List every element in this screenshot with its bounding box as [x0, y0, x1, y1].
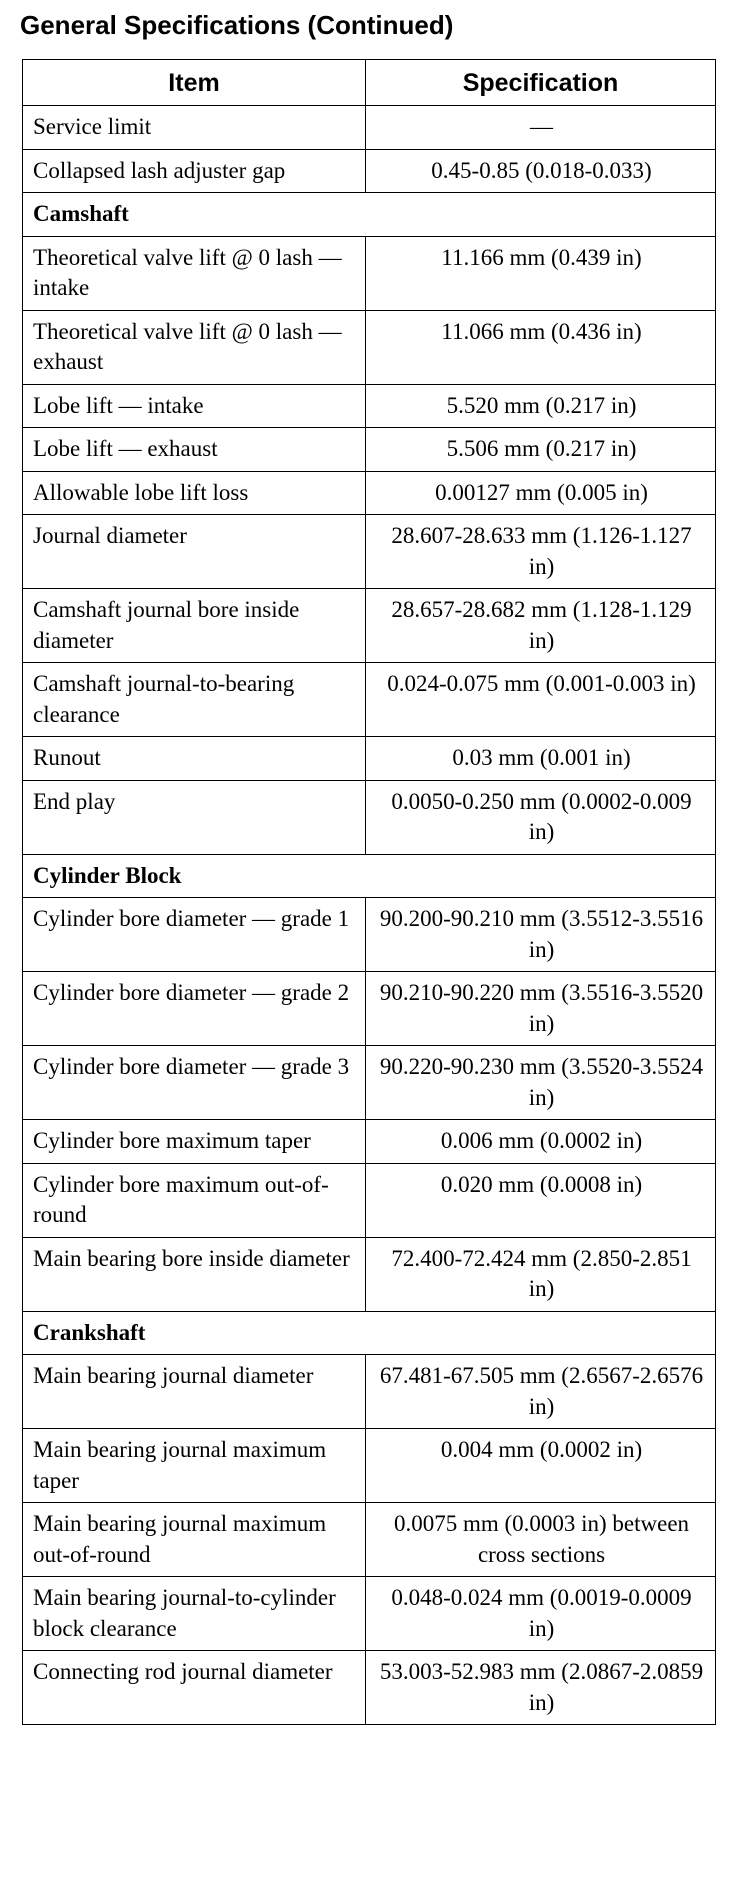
specification-cell: 90.210-90.220 mm (3.5516-3.5520 in) — [366, 972, 716, 1046]
section-row — [23, 193, 716, 237]
table-row — [23, 1503, 716, 1577]
table-body — [23, 106, 716, 1725]
column-header-specification: Specification — [366, 60, 716, 106]
item-cell: Cylinder bore maximum out-of-round — [23, 1163, 366, 1237]
section-row — [23, 854, 716, 898]
table-row — [23, 428, 716, 472]
table-row — [23, 236, 716, 310]
table-row — [23, 515, 716, 589]
table-row — [23, 898, 716, 972]
specification-cell: 5.506 mm (0.217 in) — [366, 428, 716, 472]
table-row — [23, 471, 716, 515]
table-row — [23, 384, 716, 428]
specification-cell: 0.004 mm (0.0002 in) — [366, 1429, 716, 1503]
item-cell: Main bearing journal-to-cylinder block clearance — [23, 1577, 366, 1651]
specification-cell: — — [366, 106, 716, 150]
specification-cell: 0.45-0.85 (0.018-0.033) — [366, 149, 716, 193]
item-cell: Journal diameter — [23, 515, 366, 589]
table-row — [23, 1163, 716, 1237]
item-cell: Camshaft journal-to-bearing clearance — [23, 663, 366, 737]
table-row — [23, 737, 716, 781]
item-cell: Main bearing journal diameter — [23, 1355, 366, 1429]
section-row — [23, 1311, 716, 1355]
table-row — [23, 972, 716, 1046]
specification-cell: 90.200-90.210 mm (3.5512-3.5516 in) — [366, 898, 716, 972]
table-row — [23, 1651, 716, 1725]
section-heading: Camshaft — [23, 193, 716, 237]
item-cell: Lobe lift — exhaust — [23, 428, 366, 472]
specification-cell: 0.006 mm (0.0002 in) — [366, 1120, 716, 1164]
column-header-item: Item — [23, 60, 366, 106]
item-cell: Cylinder bore diameter — grade 1 — [23, 898, 366, 972]
specification-cell: 53.003-52.983 mm (2.0867-2.0859 in) — [366, 1651, 716, 1725]
item-cell: Main bearing journal maximum taper — [23, 1429, 366, 1503]
specification-cell: 0.0075 mm (0.0003 in) between cross sections — [366, 1503, 716, 1577]
item-cell: Cylinder bore diameter — grade 2 — [23, 972, 366, 1046]
specification-cell: 28.607-28.633 mm (1.126-1.127 in) — [366, 515, 716, 589]
item-cell: Service limit — [23, 106, 366, 150]
table-row — [23, 1577, 716, 1651]
item-cell: Allowable lobe lift loss — [23, 471, 366, 515]
specification-cell: 5.520 mm (0.217 in) — [366, 384, 716, 428]
section-heading: Cylinder Block — [23, 854, 716, 898]
specifications-table — [22, 59, 716, 1725]
specification-cell: 0.024-0.075 mm (0.001-0.003 in) — [366, 663, 716, 737]
item-cell: Main bearing journal maximum out-of-round — [23, 1503, 366, 1577]
table-row — [23, 1046, 716, 1120]
item-cell: Runout — [23, 737, 366, 781]
table-header-row — [23, 60, 716, 106]
page-title: General Specifications (Continued) — [20, 10, 454, 40]
table-row — [23, 149, 716, 193]
item-cell: Camshaft journal bore inside diameter — [23, 589, 366, 663]
table-row — [23, 1120, 716, 1164]
item-cell: Main bearing bore inside diameter — [23, 1237, 366, 1311]
table-row — [23, 1237, 716, 1311]
item-cell: Theoretical valve lift @ 0 lash — intake — [23, 236, 366, 310]
specification-cell: 67.481-67.505 mm (2.6567-2.6576 in) — [366, 1355, 716, 1429]
item-cell: Collapsed lash adjuster gap — [23, 149, 366, 193]
specification-cell: 0.00127 mm (0.005 in) — [366, 471, 716, 515]
specification-cell: 0.020 mm (0.0008 in) — [366, 1163, 716, 1237]
specification-cell: 11.166 mm (0.439 in) — [366, 236, 716, 310]
specification-cell: 28.657-28.682 mm (1.128-1.129 in) — [366, 589, 716, 663]
item-cell: End play — [23, 780, 366, 854]
table-row — [23, 1429, 716, 1503]
specification-cell: 11.066 mm (0.436 in) — [366, 310, 716, 384]
item-cell: Cylinder bore maximum taper — [23, 1120, 366, 1164]
specification-cell: 90.220-90.230 mm (3.5520-3.5524 in) — [366, 1046, 716, 1120]
table-row — [23, 589, 716, 663]
specification-cell: 0.048-0.024 mm (0.0019-0.0009 in) — [366, 1577, 716, 1651]
table-row — [23, 780, 716, 854]
table-row — [23, 1355, 716, 1429]
item-cell: Connecting rod journal diameter — [23, 1651, 366, 1725]
item-cell: Theoretical valve lift @ 0 lash — exhaust — [23, 310, 366, 384]
section-heading: Crankshaft — [23, 1311, 716, 1355]
specification-cell: 0.03 mm (0.001 in) — [366, 737, 716, 781]
specification-cell: 0.0050-0.250 mm (0.0002-0.009 in) — [366, 780, 716, 854]
table-row — [23, 663, 716, 737]
item-cell: Cylinder bore diameter — grade 3 — [23, 1046, 366, 1120]
item-cell: Lobe lift — intake — [23, 384, 366, 428]
table-row — [23, 106, 716, 150]
table-row — [23, 310, 716, 384]
specification-cell: 72.400-72.424 mm (2.850-2.851 in) — [366, 1237, 716, 1311]
